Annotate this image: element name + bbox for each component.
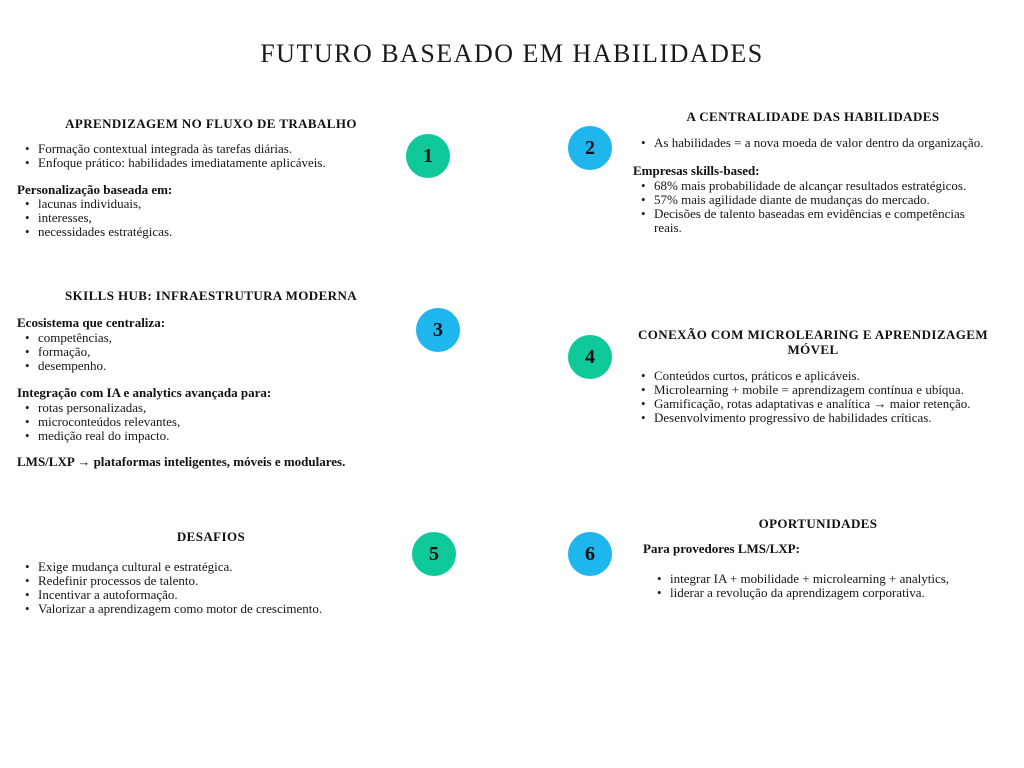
bullet-item: • liderar a revolução da aprendizagem corporativa.	[649, 586, 993, 600]
bullet-item: • microconteúdos relevantes,	[17, 415, 405, 429]
section-2-bullet-list	[633, 136, 993, 150]
bullet-item: • formação,	[17, 345, 405, 359]
section-centrality-of-skills	[633, 109, 993, 235]
step-4-badge: 4	[568, 335, 612, 379]
bullet-item: • Enfoque prático: habilidades imediatamente aplicáveis.	[17, 156, 405, 170]
section-2-heading: A CENTRALIDADE DAS HABILIDADES	[686, 109, 940, 124]
bullet-item: • medição real do impacto.	[17, 429, 405, 443]
section-4-bullet-list	[633, 369, 993, 425]
bullet-item: • Exige mudança cultural e estratégica.	[17, 560, 405, 574]
bullet-item: • Decisões de talento baseadas em evidências e competências reais.	[633, 207, 993, 235]
bullet-item: • Formação contextual integrada às tarefas diárias.	[17, 142, 405, 156]
section-6-heading: OPORTUNIDADES	[758, 516, 878, 531]
section-3-footer-line: LMS/LXP → plataformas inteligentes, móveis e modulares.	[17, 454, 346, 469]
page-title: FUTURO BASEADO EM HABILIDADES	[260, 39, 764, 69]
section-1-sub-bullet-list	[17, 197, 405, 239]
bullet-item: • desempenho.	[17, 359, 405, 373]
section-5-heading: DESAFIOS	[176, 529, 246, 544]
bullet-item: • Conteúdos curtos, práticos e aplicáveis.	[633, 369, 993, 383]
bullet-item: • Gamificação, rotas adaptativas e analítica → maior retenção.	[633, 397, 993, 411]
section-learning-in-workflow	[17, 116, 405, 239]
section-5-bullet-list	[17, 560, 405, 616]
bullet-item: • lacunas individuais,	[17, 197, 405, 211]
bullet-item: • As habilidades = a nova moeda de valor dentro da organização.	[633, 136, 993, 150]
bullet-item: • necessidades estratégicas.	[17, 225, 405, 239]
bullet-item: • competências,	[17, 331, 405, 345]
section-3-bullet-list	[17, 331, 405, 373]
section-3-heading: SKILLS HUB: INFRAESTRUTURA MODERNA	[64, 288, 358, 303]
bullet-item: • Desenvolvimento progressivo de habilidades críticas.	[633, 411, 993, 425]
section-1-subhead: Personalização baseada em:	[17, 182, 173, 197]
section-1-heading: APRENDIZAGEM NO FLUXO DE TRABALHO	[65, 116, 357, 131]
bullet-item: • Redefinir processos de talento.	[17, 574, 405, 588]
bullet-item: • integrar IA + mobilidade + microlearning + analytics,	[649, 572, 993, 586]
section-3-subhead-2: Integração com IA e analytics avançada para:	[17, 385, 272, 400]
step-3-badge: 3	[416, 308, 460, 352]
step-5-badge: 5	[412, 532, 456, 576]
section-3-bullet-list-2	[17, 401, 405, 443]
bullet-item: • Valorizar a aprendizagem como motor de crescimento.	[17, 602, 405, 616]
bullet-item: • rotas personalizadas,	[17, 401, 405, 415]
step-2-badge: 2	[568, 126, 612, 170]
section-2-subhead: Empresas skills-based:	[633, 163, 760, 178]
section-6-subhead: Para provedores LMS/LXP:	[643, 541, 800, 556]
section-skills-hub	[17, 288, 405, 469]
bullet-item: • interesses,	[17, 211, 405, 225]
section-opportunities	[633, 516, 993, 600]
section-6-bullet-list	[649, 572, 993, 600]
section-1-bullet-list	[17, 142, 405, 170]
bullet-item: • Microlearning + mobile = aprendizagem contínua e ubíqua.	[633, 383, 993, 397]
section-microlearning-mobile	[633, 327, 993, 425]
bullet-item: • 68% mais probabilidade de alcançar resultados estratégicos.	[633, 179, 993, 193]
section-3-subhead: Ecosistema que centraliza:	[17, 315, 166, 330]
step-1-badge: 1	[406, 134, 450, 178]
section-2-sub-bullet-list	[633, 179, 993, 235]
section-challenges	[17, 529, 405, 616]
bullet-item: • 57% mais agilidade diante de mudanças do mercado.	[633, 193, 993, 207]
bullet-item: • Incentivar a autoformação.	[17, 588, 405, 602]
step-6-badge: 6	[568, 532, 612, 576]
section-4-heading: CONEXÃO COM MICROLEARING E APRENDIZAGEM MÓVEL	[637, 327, 988, 357]
